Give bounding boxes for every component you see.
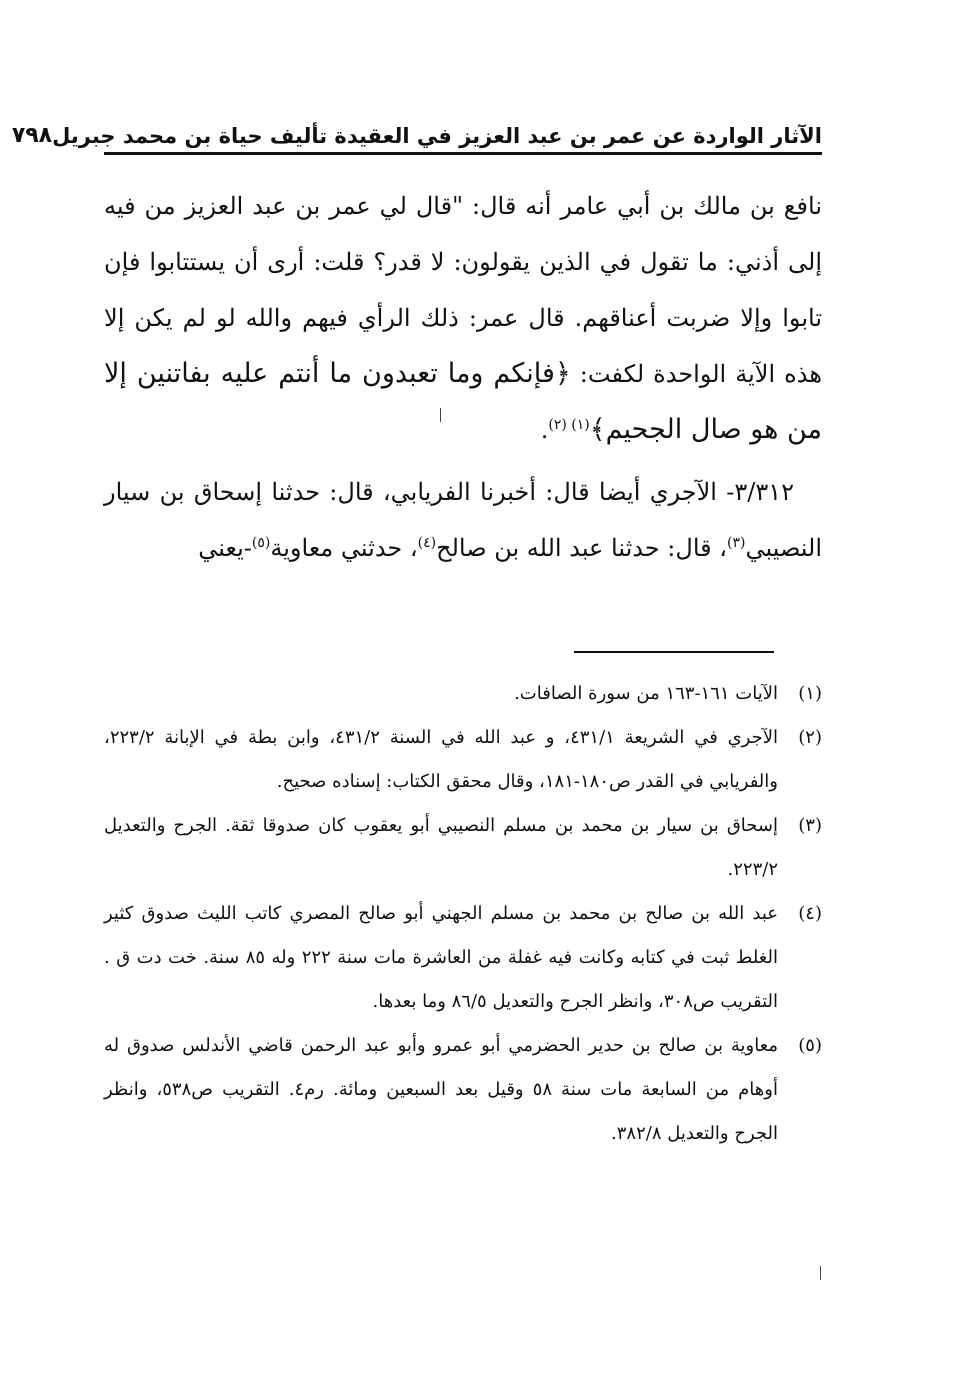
scan-mark [440,408,441,422]
header-rule [104,152,822,155]
footnote-2 [104,716,822,804]
footnote-text: الآجري في الشريعة ٤٣١/١، و عبد الله في السنة ٤٣١/٢، وابن بطة في الإبانة ٢٢٣/٢، والفريابي في القدر ص١٨٠-١٨١، وقال محقق الكتاب: إسناده صحيح. [104,727,779,792]
footnote-number: (٣) [798,815,822,836]
footnote-text: إسحاق بن سيار بن محمد بن مسلم النصيبي أبو يعقوب كان صدوقا ثقة. الجرح والتعديل ٢٢٣/٢. [104,815,778,880]
footnote-ref-5: (٥) [251,535,271,551]
footnote-separator [574,651,774,653]
footnote-number: (٥) [798,1035,822,1056]
footnote-refs-1-2: (١) (٢) [548,417,590,433]
footnote-number: (٢) [798,727,822,748]
footnotes [104,672,822,1156]
footnote-ref-4: (٤) [417,535,437,551]
footnote-4 [104,892,822,1024]
paragraph-2-text-d: -يعني [198,534,252,562]
scan-mark [820,1266,821,1280]
running-header [11,112,822,148]
paragraph-1-end: . [540,416,549,444]
footnote-1 [104,672,822,716]
footnote-text: عبد الله بن صالح بن محمد بن مسلم الجهني أبو صالح المصري كاتب الليث صدوق كثير الغلط ثبت في كتابه وكانت فيه غفلة من العاشرة مات سنة ٢٢٢ وله ٨٥ سنة. خت دت ق . التقريب ص٣٠٨، وانظر الجرح والتعديل ٨٦/٥ وما بعدها. [104,903,778,1012]
footnote-3 [104,804,822,892]
footnote-number: (٤) [798,903,822,924]
page-number: ٧٩٨ [11,123,53,148]
quran-verse: ﴿فإنكم وما تعبدون ما أنتم عليه بفاتنين إلا من هو صال الجحيم﴾ [104,358,822,445]
paragraph-2-text-b: ، قال: حدثنا عبد الله بن صالح [436,534,727,562]
footnote-text: معاوية بن صالح بن حدير الحضرمي أبو عمرو وأبو عبد الرحمن قاضي الأندلس صدوق له أوهام من السابعة مات سنة ٥٨ وقيل بعد السبعين ومائة. رم٤. التقريب ص٥٣٨، وانظر الجرح والتعديل ٣٨٢/٨. [104,1035,778,1144]
paragraph-2 [104,464,822,576]
footnote-ref-3: (٣) [727,535,746,551]
header-title: الآثار الواردة عن عمر بن عبد العزيز في العقيدة تأليف حياة بن محمد جبريل [52,124,822,148]
paragraph-2-text-c: ، حدثني معاوية [270,534,418,562]
footnote-5 [104,1024,822,1156]
paragraph-2-text-a: ٣/٣١٢- الآجري أيضا قال: أخبرنا الفريابي، قال: حدثنا إسحاق بن سيار النصيبي [104,478,822,562]
paragraph-1-text: نافع بن مالك بن أبي عامر أنه قال: "قال لي عمر بن عبد العزيز من فيه إلى أذني: ما تقول في الذين يقولون: لا قدر؟ قلت: أرى أن يستتابوا فإن تابوا وإلا ضربت أعناقهم. قال عمر: ذلك الرأي فيهم والله لو لم يكن إلا هذه الآية الواحدة لكفت: [104,192,822,388]
footnote-text: الآيات ١٦١-١٦٣ من سورة الصافات. [514,683,778,704]
paragraph-1 [104,178,822,458]
footnote-number: (١) [798,683,822,704]
main-text [104,178,822,576]
